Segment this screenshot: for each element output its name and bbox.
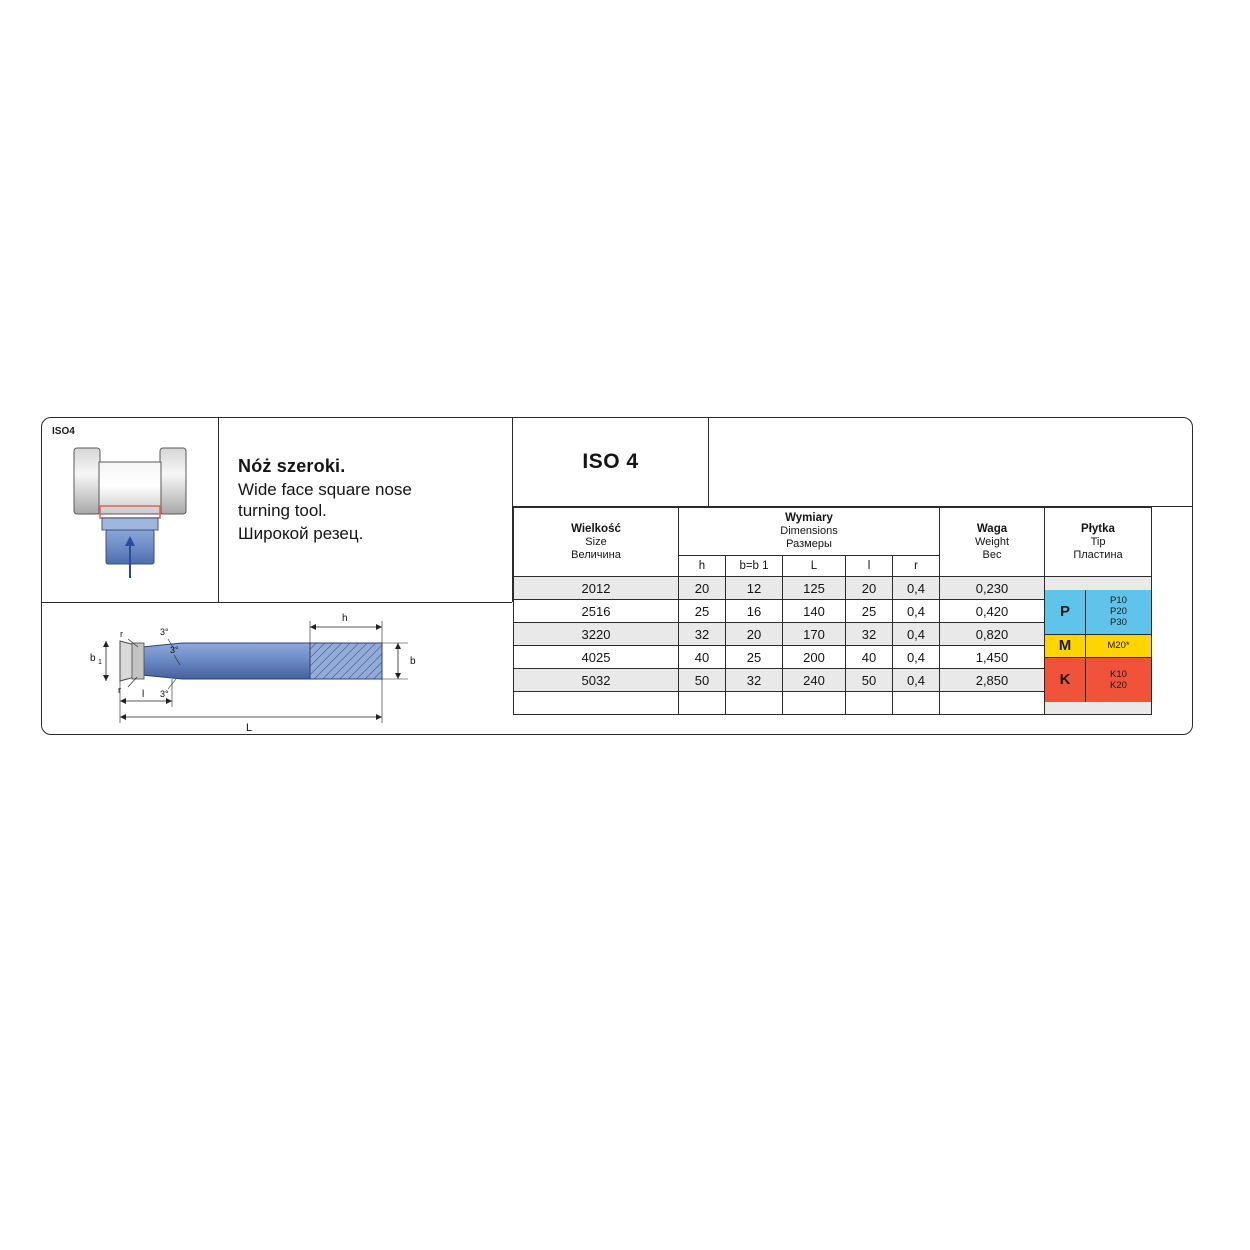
cell-size: 2516 bbox=[514, 600, 679, 623]
title-english-line1: Wide face square nose bbox=[238, 480, 412, 499]
title-block bbox=[238, 456, 508, 544]
cell-size: 3220 bbox=[514, 623, 679, 646]
tip-grade-p20: P20 bbox=[1110, 606, 1127, 617]
iso-standard-heading: ISO 4 bbox=[582, 450, 639, 473]
tip-letter-p: P bbox=[1045, 590, 1086, 634]
tip-grades-k bbox=[1086, 658, 1151, 702]
header-dimensions-pl: Wymiary bbox=[785, 512, 833, 524]
subheader-r: r bbox=[893, 556, 940, 577]
svg-text:L: L bbox=[246, 722, 253, 734]
cell-h: 32 bbox=[679, 623, 726, 646]
cell-b: 12 bbox=[726, 577, 783, 600]
cell-b bbox=[726, 692, 783, 715]
cell-L: 240 bbox=[783, 669, 846, 692]
tip-grade-p30: P30 bbox=[1110, 617, 1127, 628]
header-weight-pl: Waga bbox=[976, 522, 1008, 535]
tip-grades-m bbox=[1086, 635, 1151, 657]
cell-L: 140 bbox=[783, 600, 846, 623]
title-english-line2: turning tool. bbox=[238, 501, 327, 520]
cell-h bbox=[679, 692, 726, 715]
header-size-pl: Wielkość bbox=[571, 522, 621, 535]
header-tip-ru: Пластина bbox=[1073, 548, 1123, 561]
cell-h: 40 bbox=[679, 646, 726, 669]
cell-l: 20 bbox=[846, 577, 893, 600]
header-dimensions-en: Dimensions bbox=[780, 525, 838, 537]
title-polish: Nóż szeroki. bbox=[238, 456, 346, 476]
tip-letter-m: M bbox=[1045, 635, 1086, 657]
tip-grade-k10: K10 bbox=[1110, 668, 1127, 680]
subheader-b: b=b 1 bbox=[726, 556, 783, 577]
cell-h: 20 bbox=[679, 577, 726, 600]
header-size-ru: Величина bbox=[571, 548, 621, 561]
cell-size bbox=[514, 692, 679, 715]
subheader-l: l bbox=[846, 556, 893, 577]
header-weight-ru: Вес bbox=[982, 548, 1002, 561]
cell-l: 40 bbox=[846, 646, 893, 669]
svg-text:r: r bbox=[118, 685, 121, 695]
tip-color-legend bbox=[1045, 577, 1152, 715]
header-weight-en: Weight bbox=[974, 535, 1010, 548]
cell-L: 200 bbox=[783, 646, 846, 669]
cell-weight: 0,820 bbox=[940, 623, 1045, 646]
iso-badge: ISO4 bbox=[52, 426, 75, 437]
specification-table bbox=[513, 507, 1152, 715]
header-size bbox=[514, 508, 679, 577]
tip-letter-k: K bbox=[1045, 658, 1086, 702]
svg-text:l: l bbox=[142, 689, 145, 700]
header-tip-pl: Płytka bbox=[1081, 522, 1115, 535]
cell-h: 50 bbox=[679, 669, 726, 692]
header-dimensions-ru: Размеры bbox=[786, 538, 832, 550]
cell-weight: 0,230 bbox=[940, 577, 1045, 600]
cell-b: 32 bbox=[726, 669, 783, 692]
cell-l: 25 bbox=[846, 600, 893, 623]
title-russian: Широкой резец. bbox=[238, 524, 364, 543]
subheader-L: L bbox=[783, 556, 846, 577]
cell-weight bbox=[940, 692, 1045, 715]
header-tip bbox=[1045, 508, 1152, 577]
table-header-row-1 bbox=[514, 508, 1152, 556]
cell-r: 0,4 bbox=[893, 577, 940, 600]
tip-band-p bbox=[1045, 590, 1151, 635]
cell-size: 2012 bbox=[514, 577, 679, 600]
header-dimensions bbox=[679, 508, 940, 556]
svg-text:b: b bbox=[90, 653, 96, 664]
iso-heading-border-right bbox=[708, 418, 709, 506]
cell-size: 4025 bbox=[514, 646, 679, 669]
workpiece-diagram-icon bbox=[42, 418, 218, 602]
cell-weight: 1,450 bbox=[940, 646, 1045, 669]
svg-text:3°: 3° bbox=[160, 627, 169, 637]
svg-text:1: 1 bbox=[98, 659, 102, 666]
cell-b: 16 bbox=[726, 600, 783, 623]
cell-L bbox=[783, 692, 846, 715]
header-weight bbox=[940, 508, 1045, 577]
cell-b: 25 bbox=[726, 646, 783, 669]
tip-grade-p10: P10 bbox=[1110, 595, 1127, 606]
cell-L: 125 bbox=[783, 577, 846, 600]
cell-r: 0,4 bbox=[893, 669, 940, 692]
thumbnail-illustration-cell bbox=[42, 418, 218, 602]
cell-h: 25 bbox=[679, 600, 726, 623]
cell-b: 20 bbox=[726, 623, 783, 646]
header-size-en: Size bbox=[585, 535, 607, 548]
tip-band-m bbox=[1045, 635, 1151, 658]
tip-grade-m20: M20* bbox=[1107, 640, 1130, 651]
svg-text:b: b bbox=[410, 656, 416, 667]
tip-band-k bbox=[1045, 658, 1151, 702]
divider-vertical-1 bbox=[218, 418, 219, 602]
svg-text:r: r bbox=[120, 629, 123, 639]
cell-weight: 2,850 bbox=[940, 669, 1045, 692]
tool-dimension-drawing-icon bbox=[42, 603, 512, 735]
cell-l bbox=[846, 692, 893, 715]
technical-drawing-area bbox=[42, 603, 512, 735]
subheader-h: h bbox=[679, 556, 726, 577]
cell-L: 170 bbox=[783, 623, 846, 646]
header-tip-en: Tip bbox=[1090, 535, 1106, 548]
cell-l: 50 bbox=[846, 669, 893, 692]
cell-size: 5032 bbox=[514, 669, 679, 692]
cell-r: 0,4 bbox=[893, 623, 940, 646]
table-row bbox=[514, 577, 1152, 600]
cell-l: 32 bbox=[846, 623, 893, 646]
svg-text:3°: 3° bbox=[170, 645, 179, 655]
cell-r: 0,4 bbox=[893, 646, 940, 669]
cell-weight: 0,420 bbox=[940, 600, 1045, 623]
product-spec-card bbox=[41, 417, 1193, 735]
cell-r bbox=[893, 692, 940, 715]
svg-text:3°: 3° bbox=[160, 689, 169, 699]
svg-text:h: h bbox=[342, 613, 348, 624]
cell-r: 0,4 bbox=[893, 600, 940, 623]
tip-grade-k20: K20 bbox=[1110, 679, 1127, 691]
tip-grades-p bbox=[1086, 590, 1151, 634]
